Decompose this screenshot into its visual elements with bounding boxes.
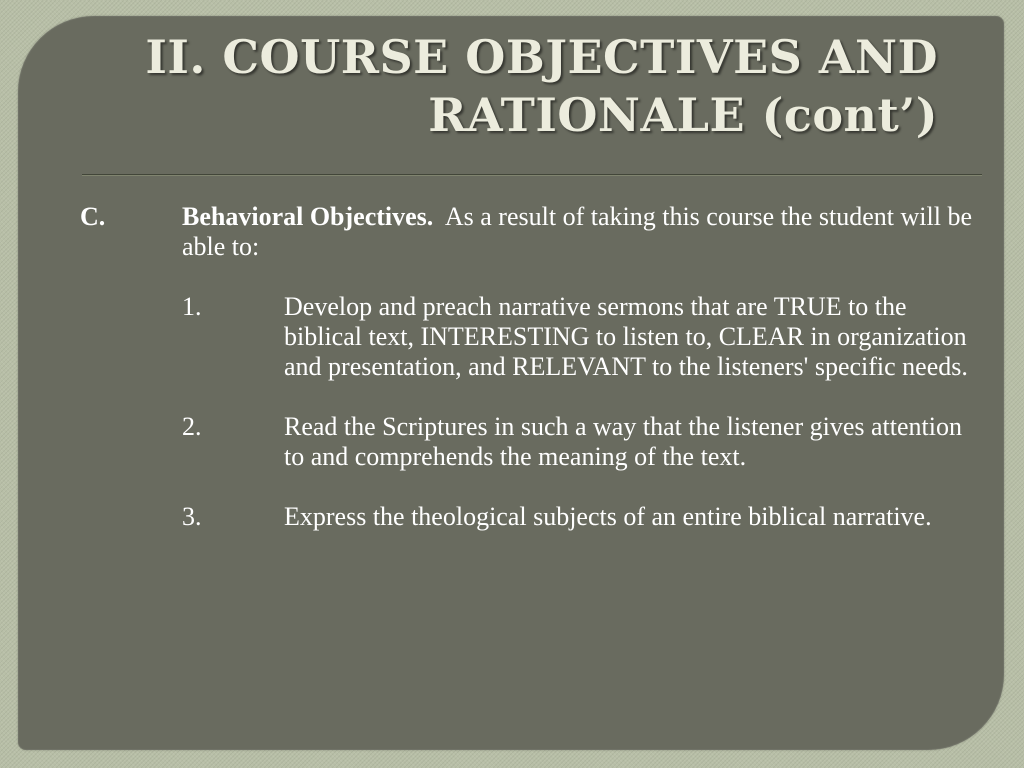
list-item	[182, 412, 980, 472]
section-heading: Behavioral Objectives.	[182, 202, 434, 231]
slide-title	[38, 28, 938, 144]
title-divider	[82, 174, 982, 176]
objective-text: Express the theological subjects of an entire biblical narrative.	[284, 502, 932, 531]
objective-text: Develop and preach narrative sermons that are TRUE to the biblical text, INTERESTING to listen to, CLEAR in organization and presentation, and RELEVANT to the listeners' specific needs.	[284, 292, 968, 381]
objective-text: Read the Scriptures in such a way that the listener gives attention to and comprehends the meaning of the text.	[284, 412, 962, 471]
objective-number: 3.	[182, 502, 202, 531]
section-c	[80, 202, 980, 262]
slide-panel	[18, 16, 1004, 750]
slide-title-line-2: RATIONALE (cont’)	[428, 88, 938, 142]
objective-number: 2.	[182, 412, 202, 441]
section-marker: C.	[80, 202, 106, 231]
slide-content	[80, 202, 980, 562]
objective-number: 1.	[182, 292, 202, 321]
list-item	[182, 292, 980, 382]
list-item	[182, 502, 980, 532]
section-intro-paragraph	[182, 202, 980, 262]
objectives-list	[182, 292, 980, 532]
section-intro-text: As a result of taking this course the student will be able to:	[182, 202, 972, 261]
slide-title-line-1: II. COURSE OBJECTIVES AND	[145, 30, 938, 84]
